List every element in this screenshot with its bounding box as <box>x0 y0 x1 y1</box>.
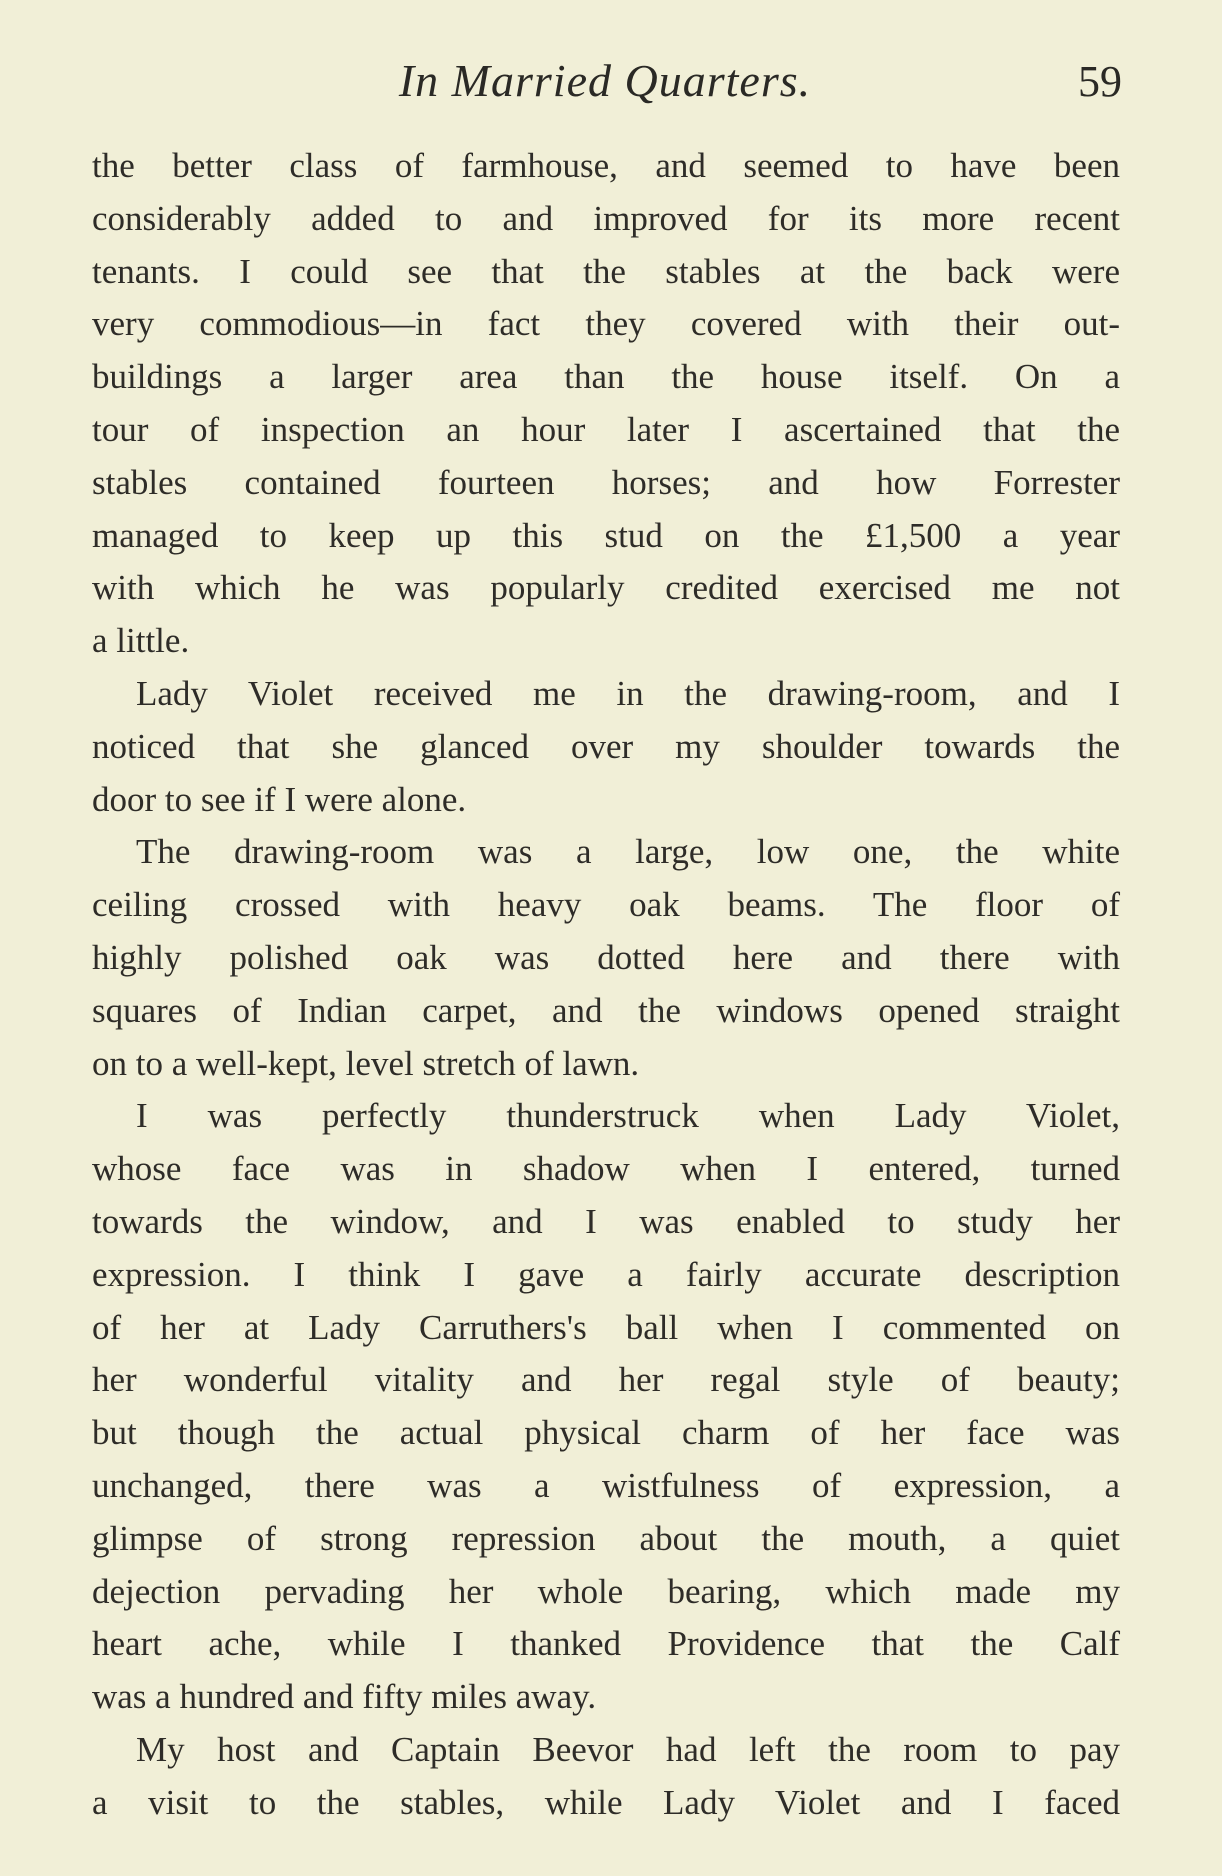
text-line: door to see if I were alone. <box>92 779 467 819</box>
text-line: dejection pervading her whole bearing, which made my <box>92 1571 1120 1611</box>
page-number: 59 <box>1078 57 1122 106</box>
text-line: on to a well-kept, level stretch of lawn. <box>92 1043 640 1083</box>
text-line: towards the window, and I was enabled to study her <box>92 1201 1120 1241</box>
text-line: but though the actual physical charm of her face was <box>92 1413 1120 1453</box>
text-line: with which he was popularly credited exercised me not <box>92 568 1120 608</box>
text-line: of her at Lady Carruthers's ball when I commented on <box>92 1307 1120 1347</box>
text-line: ceiling crossed with heavy oak beams. The floor of <box>92 885 1120 925</box>
text-line: highly polished oak was dotted here and there with <box>92 937 1120 977</box>
text-line: considerably added to and improved for its more recent <box>92 198 1120 238</box>
text-line: managed to keep up this stud on the £1,500 a year <box>92 515 1120 555</box>
text-line: her wonderful vitality and her regal style of beauty; <box>92 1360 1120 1400</box>
text-line: very commodious—in fact they covered with their out- <box>92 304 1120 344</box>
text-line: whose face was in shadow when I entered, turned <box>92 1149 1120 1189</box>
text-line: tour of inspection an hour later I ascertained that the <box>92 409 1120 449</box>
text-line: I was perfectly thunderstruck when Lady Violet, <box>136 1096 1120 1136</box>
text-line: glimpse of strong repression about the mouth, a quiet <box>92 1518 1120 1558</box>
text-line: The drawing-room was a large, low one, the white <box>136 832 1120 872</box>
text-line: buildings a larger area than the house itself. On a <box>92 357 1120 397</box>
text-line: noticed that she glanced over my shoulder towards the <box>92 726 1120 766</box>
text-line: a little. <box>92 621 190 661</box>
text-line: stables contained fourteen horses; and how Forrester <box>92 462 1120 502</box>
text-line: squares of Indian carpet, and the windows opened straight <box>92 990 1120 1030</box>
text-line: a visit to the stables, while Lady Violet and I faced <box>92 1782 1120 1822</box>
text-line: Lady Violet received me in the drawing-room, and I <box>136 673 1120 713</box>
running-title: In Married Quarters. <box>398 55 812 106</box>
text-line: heart ache, while I thanked Providence that the Calf <box>92 1624 1120 1664</box>
text-line: was a hundred and fifty miles away. <box>92 1677 597 1717</box>
text-line: expression. I think I gave a fairly accurate description <box>92 1254 1120 1294</box>
running-head <box>90 52 1120 112</box>
body-text <box>92 140 1120 1830</box>
text-line: the better class of farmhouse, and seemed to have been <box>92 146 1120 185</box>
text-line: tenants. I could see that the stables at the back were <box>92 251 1120 291</box>
text-line: unchanged, there was a wistfulness of expression, a <box>92 1465 1120 1505</box>
text-line: My host and Captain Beevor had left the room to pay <box>136 1729 1120 1769</box>
